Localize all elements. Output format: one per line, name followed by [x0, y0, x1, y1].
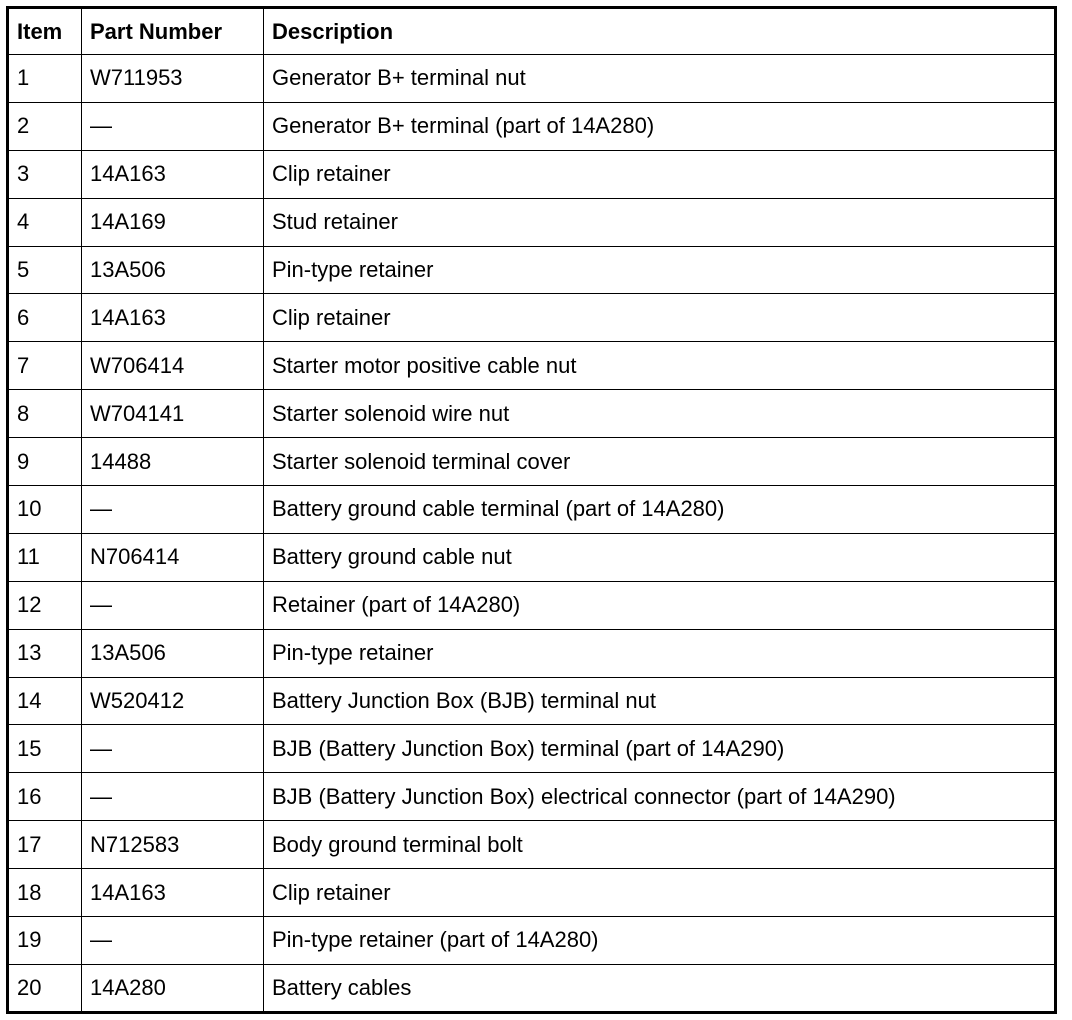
part-number-cell: 14A163 — [82, 150, 264, 198]
item-cell: 11 — [8, 533, 82, 581]
part-number-cell: W704141 — [82, 390, 264, 438]
table-body — [8, 55, 1056, 1013]
description-cell: Starter motor positive cable nut — [264, 342, 1056, 390]
table-row — [8, 342, 1056, 390]
description-cell: Starter solenoid wire nut — [264, 390, 1056, 438]
table-row — [8, 55, 1056, 103]
table-row — [8, 438, 1056, 486]
table-row — [8, 869, 1056, 917]
description-cell: Retainer (part of 14A280) — [264, 581, 1056, 629]
part-number-cell: 14A163 — [82, 869, 264, 917]
part-number-cell: — — [82, 581, 264, 629]
header-description: Description — [264, 8, 1056, 55]
description-cell: BJB (Battery Junction Box) electrical connector (part of 14A290) — [264, 773, 1056, 821]
item-cell: 15 — [8, 725, 82, 773]
table-row — [8, 677, 1056, 725]
table-row — [8, 964, 1056, 1012]
item-cell: 20 — [8, 964, 82, 1012]
part-number-cell: 14A280 — [82, 964, 264, 1012]
table-row — [8, 773, 1056, 821]
part-number-cell: 14A163 — [82, 294, 264, 342]
part-number-cell: — — [82, 725, 264, 773]
description-cell: Pin-type retainer — [264, 246, 1056, 294]
table-row — [8, 294, 1056, 342]
description-cell: Stud retainer — [264, 198, 1056, 246]
description-cell: Starter solenoid terminal cover — [264, 438, 1056, 486]
description-cell: Generator B+ terminal (part of 14A280) — [264, 102, 1056, 150]
header-row — [8, 8, 1056, 55]
item-cell: 7 — [8, 342, 82, 390]
item-cell: 18 — [8, 869, 82, 917]
description-cell: BJB (Battery Junction Box) terminal (part of 14A290) — [264, 725, 1056, 773]
description-cell: Clip retainer — [264, 150, 1056, 198]
part-number-cell: N712583 — [82, 821, 264, 869]
table-row — [8, 917, 1056, 965]
item-cell: 17 — [8, 821, 82, 869]
table-row — [8, 246, 1056, 294]
item-cell: 19 — [8, 917, 82, 965]
table-row — [8, 821, 1056, 869]
item-cell: 8 — [8, 390, 82, 438]
description-cell: Body ground terminal bolt — [264, 821, 1056, 869]
table-row — [8, 581, 1056, 629]
item-cell: 14 — [8, 677, 82, 725]
table-row — [8, 725, 1056, 773]
part-number-cell: 13A506 — [82, 246, 264, 294]
item-cell: 2 — [8, 102, 82, 150]
item-cell: 13 — [8, 629, 82, 677]
header-item: Item — [8, 8, 82, 55]
description-cell: Battery Junction Box (BJB) terminal nut — [264, 677, 1056, 725]
table-header — [8, 8, 1056, 55]
item-cell: 16 — [8, 773, 82, 821]
item-cell: 4 — [8, 198, 82, 246]
item-cell: 12 — [8, 581, 82, 629]
description-cell: Generator B+ terminal nut — [264, 55, 1056, 103]
part-number-cell: — — [82, 917, 264, 965]
description-cell: Clip retainer — [264, 294, 1056, 342]
table-row — [8, 198, 1056, 246]
table-row — [8, 150, 1056, 198]
part-number-cell: W711953 — [82, 55, 264, 103]
item-cell: 5 — [8, 246, 82, 294]
item-cell: 9 — [8, 438, 82, 486]
item-cell: 3 — [8, 150, 82, 198]
part-number-cell: 14488 — [82, 438, 264, 486]
description-cell: Pin-type retainer (part of 14A280) — [264, 917, 1056, 965]
part-number-cell: W520412 — [82, 677, 264, 725]
description-cell: Clip retainer — [264, 869, 1056, 917]
description-cell: Pin-type retainer — [264, 629, 1056, 677]
table-row — [8, 533, 1056, 581]
item-cell: 6 — [8, 294, 82, 342]
header-part-number: Part Number — [82, 8, 264, 55]
part-number-cell: — — [82, 486, 264, 534]
parts-table — [6, 6, 1057, 1014]
description-cell: Battery ground cable nut — [264, 533, 1056, 581]
description-cell: Battery ground cable terminal (part of 14A280) — [264, 486, 1056, 534]
part-number-cell: 13A506 — [82, 629, 264, 677]
part-number-cell: — — [82, 773, 264, 821]
part-number-cell: 14A169 — [82, 198, 264, 246]
part-number-cell: — — [82, 102, 264, 150]
item-cell: 10 — [8, 486, 82, 534]
part-number-cell: W706414 — [82, 342, 264, 390]
description-cell: Battery cables — [264, 964, 1056, 1012]
table-row — [8, 390, 1056, 438]
table-row — [8, 629, 1056, 677]
item-cell: 1 — [8, 55, 82, 103]
table-row — [8, 102, 1056, 150]
part-number-cell: N706414 — [82, 533, 264, 581]
table-row — [8, 486, 1056, 534]
